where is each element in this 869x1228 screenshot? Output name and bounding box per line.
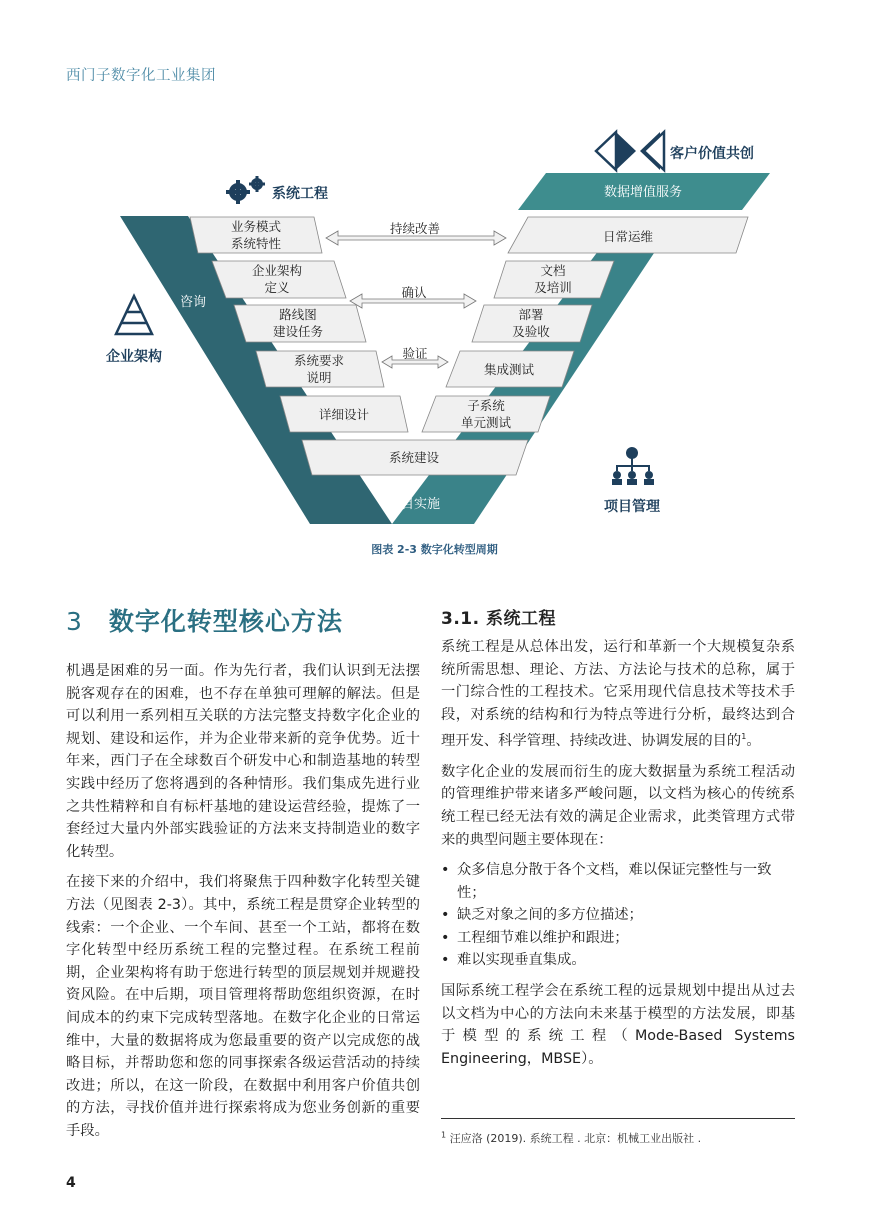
list-item: • 工程细节难以维护和跟进； <box>441 927 795 950</box>
enterprise-architecture-label: 企业架构 <box>106 349 162 365</box>
svg-text:及验收: 及验收 <box>512 324 550 339</box>
right-box-daily-operations <box>508 217 748 253</box>
left-box-detailed-design <box>280 396 408 432</box>
double-arrow-continuous-improvement <box>326 221 506 245</box>
gear-icon <box>226 176 265 204</box>
svg-text:路线图: 路线图 <box>279 307 317 322</box>
left-paragraph-2: 在接下来的介绍中，我们将聚焦于四种数字化转型关键方法（见图表 2-3）。其中，系统工程是贯穿企业转型的线索：一个企业、一个车间、甚至一个工站，都将在数字化转型中经历系统工程的完整过程。在系统工程前期，企业架构将有助于您进行转型的顶层规划并规避投资风险。在中后期，项目管理将帮助您组织资源，在时间成本的约束下完成转型落地。在数字化企业的日常运维中，大量的数据将成为您最重要的资产以完成您的战略目标，并帮助您和您的同事探索各级运营活动的持续改进；所以，在这一阶段，在数据中利用客户价值共创的方法，寻找价值并进行探索将成为您业务创新的重要手段。 <box>66 874 420 1139</box>
svg-text:集成测试: 集成测试 <box>483 362 535 377</box>
right-paragraph-3: 国际系统工程学会在系统工程的远景规划中提出从过去以文档为中心的方法向未来基于模型的方法发展，即基于模型的系统工程（Mode-Based Systems Engineering，MBSE）。 <box>441 983 795 1067</box>
svg-text:验证: 验证 <box>402 346 428 361</box>
right-box-integration-test <box>446 351 574 387</box>
list-item: • 众多信息分散于各个文档，难以保证完整性与一致性； <box>441 859 795 904</box>
right-column <box>441 636 795 1078</box>
footnote <box>441 1130 701 1146</box>
customer-cocreation-label: 客户价值共创 <box>670 146 754 162</box>
bottom-box-system-construction <box>302 440 528 475</box>
list-item: • 难以实现垂直集成。 <box>441 949 795 972</box>
left-box-roadmap <box>234 305 366 342</box>
svg-text:文档: 文档 <box>540 263 566 278</box>
footnote-divider <box>441 1118 795 1119</box>
svg-text:企业架构: 企业架构 <box>251 263 303 278</box>
right-paragraph-1-text: 系统工程是从总体出发，运行和革新一个大规模复杂系统所需思想、理论、方法、方法论与技术的总称，属于一门综合性的工程技术。它采用现代信息技术等技术手段，对系统的结构和行为特点等进行分析，最终达到合理开发、科学管理、持续改进、协调发展的目的 <box>441 639 795 750</box>
consulting-label: 咨询 <box>179 295 207 310</box>
svg-text:及培训: 及培训 <box>534 280 572 295</box>
issue-bullet-list <box>441 859 795 972</box>
svg-text:部署: 部署 <box>518 307 544 322</box>
footnote-reference: 1 <box>741 732 747 742</box>
right-paragraph-1 <box>441 636 795 753</box>
document-header: 西门子数字化工业集团 <box>66 68 216 84</box>
section-title-text: 数字化转型核心方法 <box>108 607 343 636</box>
system-engineering-label: 系统工程 <box>272 186 328 202</box>
figure-caption: 图表 2-3 数字化转型周期 <box>371 543 498 556</box>
svg-text:建设任务: 建设任务 <box>272 324 324 339</box>
svg-text:持续改善: 持续改善 <box>389 221 441 236</box>
svg-text:系统要求: 系统要求 <box>293 353 345 368</box>
org-chart-icon <box>612 447 654 485</box>
left-box-enterprise-architecture <box>212 261 346 298</box>
section-heading <box>66 602 343 638</box>
double-arrow-verify <box>382 346 448 368</box>
right-paragraph-1-end: 。 <box>746 733 761 750</box>
svg-text:单元测试: 单元测试 <box>460 415 512 430</box>
data-value-service-label: 数据增值服务 <box>603 185 683 200</box>
list-item: • 缺乏对象之间的多方位描述； <box>441 904 795 927</box>
section-number: 3 <box>66 607 83 636</box>
svg-text:定义: 定义 <box>264 280 290 295</box>
svg-text:系统建设: 系统建设 <box>388 450 440 465</box>
left-box-system-requirements <box>256 351 384 387</box>
subsection-heading: 3.1. 系统工程 <box>441 609 556 629</box>
svg-text:确认: 确认 <box>401 285 427 300</box>
left-paragraph-1: 机遇是困难的另一面。作为先行者，我们认识到无法摆脱客观存在的困难，也不存在单独可理解的解法。但是可以利用一系列相互关联的方法完整支持数字化企业的规划、建设和运作，并为企业带来新的竞争优势。近十年来，西门子在全球数百个研发中心和制造基地的转型实践中经历了您将遇到的各种情形。我们集成先进行业之共性精粹和自有标杆基地的建设运营经验，提炼了一套经过大量内外部实践验证的方法来支持制造业的数字化转型。 <box>66 663 420 860</box>
digital-transformation-cycle-diagram <box>0 120 869 540</box>
left-column <box>66 660 420 1150</box>
left-box-business-model <box>190 217 322 253</box>
svg-text:日常运维: 日常运维 <box>602 229 654 244</box>
project-implementation-label: 项目实施 <box>387 497 441 512</box>
pyramid-icon <box>116 296 152 334</box>
svg-text:说明: 说明 <box>306 370 332 385</box>
right-box-deployment <box>472 305 592 342</box>
footnote-mark: 1 <box>441 1130 447 1140</box>
svg-text:子系统: 子系统 <box>467 398 505 413</box>
right-box-subsystem-test <box>422 396 550 432</box>
double-arrow-confirm <box>350 285 476 308</box>
right-box-documentation <box>494 261 614 298</box>
footnote-text: 汪应洛 (2019). 系统工程 . 北京：机械工业出版社 . <box>449 1132 702 1145</box>
svg-text:业务模式: 业务模式 <box>230 219 282 234</box>
project-management-label: 项目管理 <box>604 499 660 515</box>
svg-text:详细设计: 详细设计 <box>318 407 370 422</box>
page-number: 4 <box>66 1175 76 1191</box>
svg-text:系统特性: 系统特性 <box>230 236 282 251</box>
right-paragraph-2: 数字化企业的发展而衍生的庞大数据量为系统工程活动的管理维护带来诸多严峻问题，以文档为核心的传统系统工程已经无法有效的满足企业需求，此类管理方式带来的典型问题主要体现在： <box>441 763 795 848</box>
customer-cocreation-logo <box>596 132 664 170</box>
